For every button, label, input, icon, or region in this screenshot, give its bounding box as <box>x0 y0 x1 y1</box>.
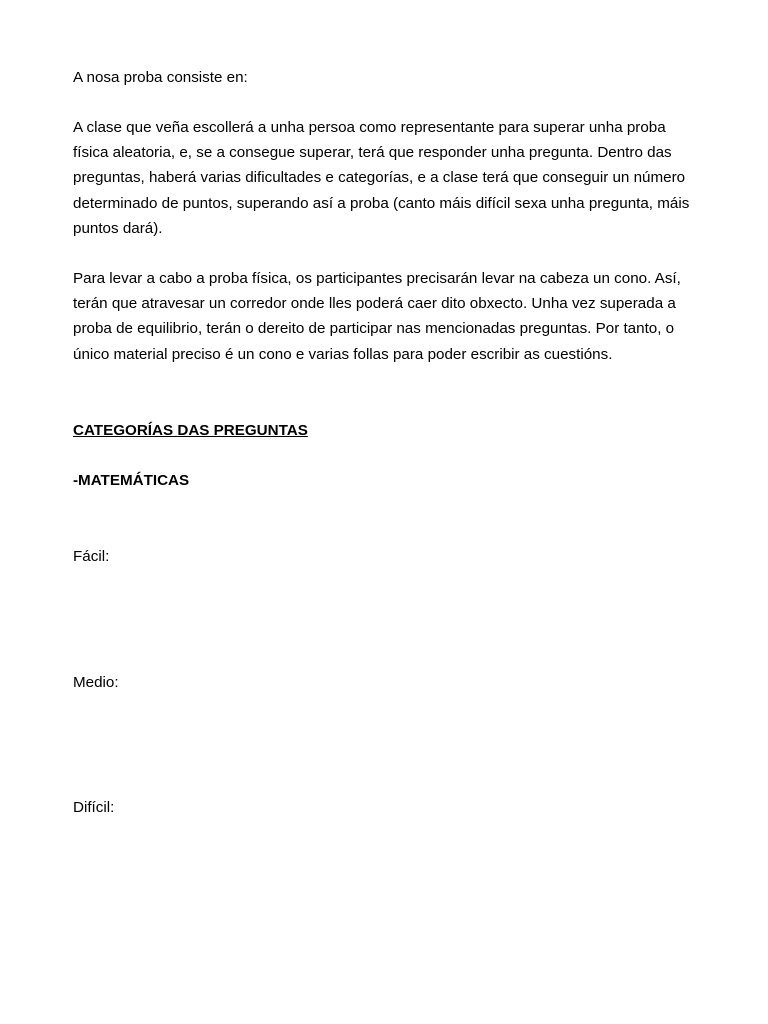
level-easy-label: Fácil: <box>73 548 110 565</box>
level-medium-label: Medio: <box>73 674 119 691</box>
section-heading: CATEGORÍAS DAS PREGUNTAS <box>73 422 308 439</box>
category-heading: -MATEMÁTICAS <box>73 472 190 489</box>
intro-text: A nosa proba consiste en: <box>73 69 248 86</box>
level-hard-label: Difícil: <box>73 799 115 816</box>
physical-test-paragraph: Para levar a cabo a proba física, os participantes precisarán levar na cabeza un cono. Así, terán que atravesar un corredor onde lles poderá caer dito obxecto. Unha vez superada a proba de equilibrio, terán o dereito de participar nas mencionadas preguntas. Por tanto, o único material preciso é un cono e varias follas para poder escribir as cuestións. <box>73 270 681 363</box>
description-paragraph: A clase que veña escollerá a unha persoa como representante para superar unha proba física aleatoria, e, se a consegue superar, terá que responder unha pregunta. Dentro das preguntas, haberá varias dificultades e categorías, e a clase terá que conseguir un número determinado de puntos, superando así a proba (canto máis difícil sexa unha pregunta, máis puntos dará). <box>73 119 690 237</box>
